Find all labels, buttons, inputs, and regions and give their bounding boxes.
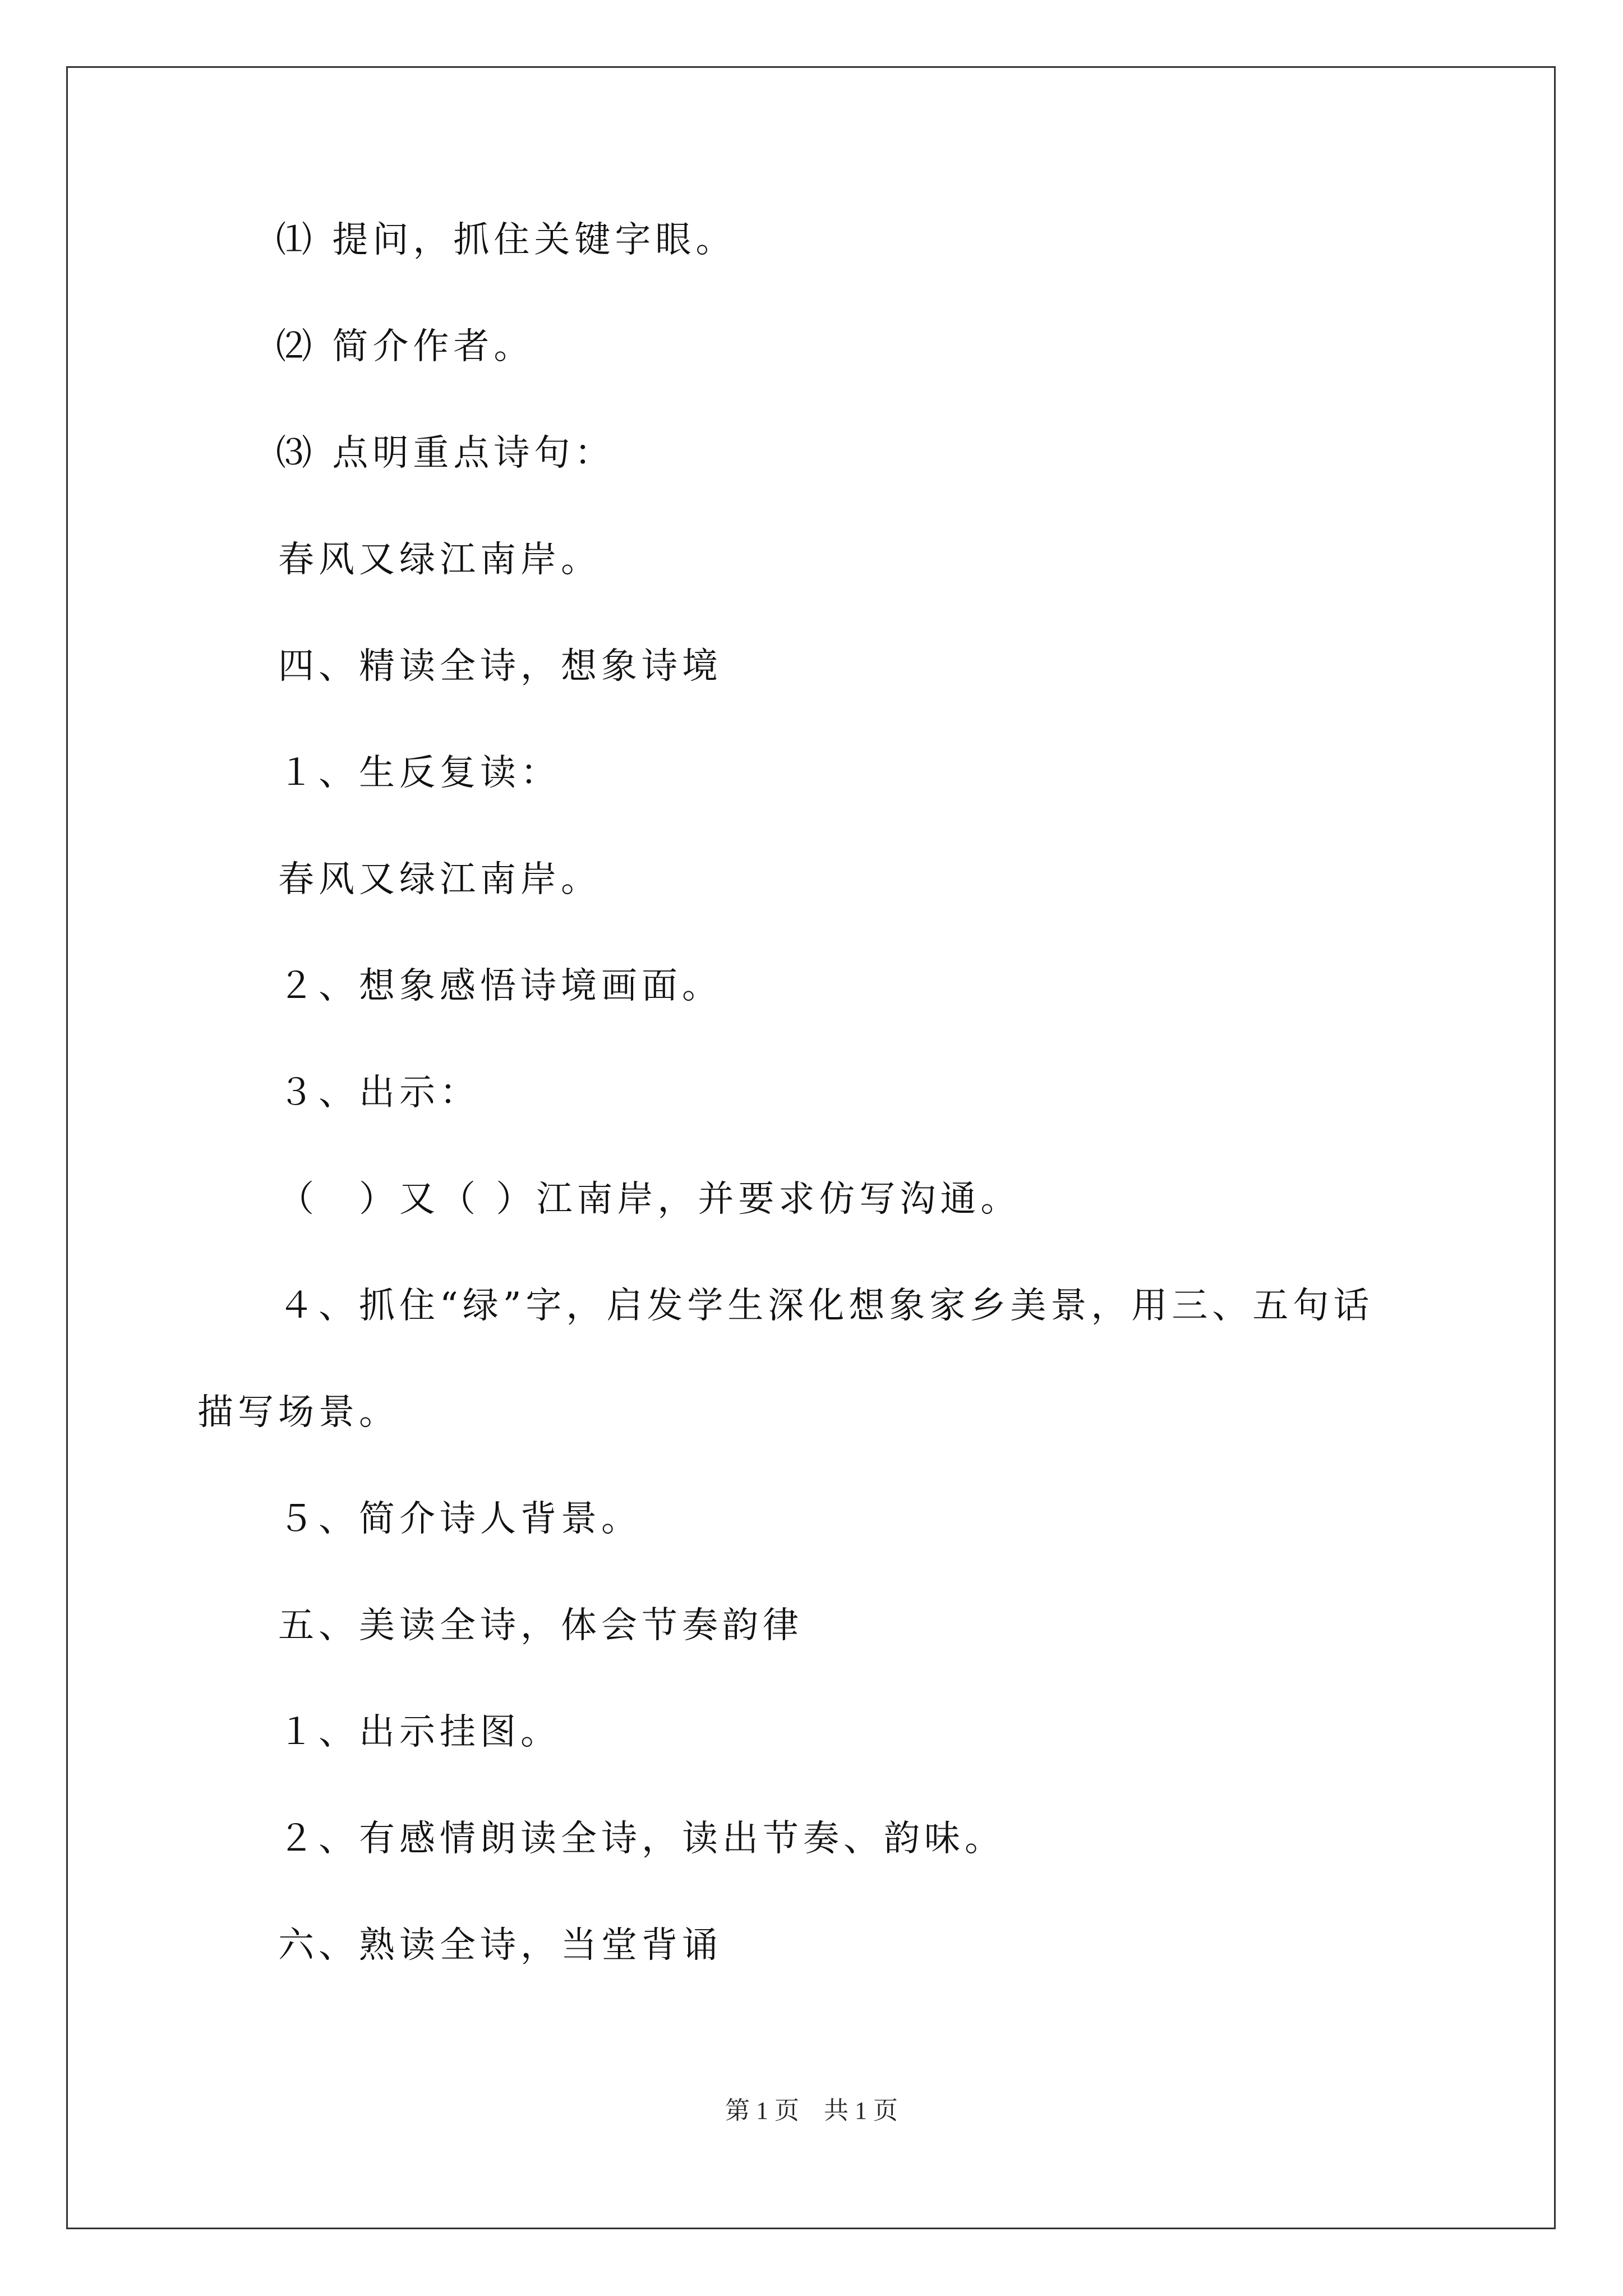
text-line: ⑴ 提问，抓住关键字眼。 bbox=[276, 219, 736, 261]
page-frame bbox=[66, 66, 1556, 2229]
text-line: ３、出示： bbox=[278, 1072, 480, 1114]
text-line: 春风又绿江南岸。 bbox=[278, 539, 601, 581]
text-line: ⑶ 点明重点诗句： bbox=[276, 432, 615, 474]
section-heading: 六、熟读全诗，当堂背诵 bbox=[278, 1925, 722, 1966]
text-line: 描写场景。 bbox=[197, 1392, 399, 1433]
section-heading: 五、美读全诗，体会节奏韵律 bbox=[278, 1605, 803, 1646]
text-line: １、生反复读： bbox=[278, 752, 561, 794]
page-footer bbox=[0, 2095, 1623, 2127]
text-line: ２、有感情朗读全诗，读出节奏、韵味。 bbox=[278, 1818, 1005, 1860]
text-line: ４、抓住“绿”字，启发学生深化想象家乡美景，用三、五句话 bbox=[278, 1285, 1374, 1327]
text-line: ⑵ 简介作者。 bbox=[276, 326, 534, 367]
text-line: １、出示挂图。 bbox=[278, 1711, 561, 1753]
text-line: ５、简介诗人背景。 bbox=[278, 1498, 642, 1540]
text-line: 春风又绿江南岸。 bbox=[278, 859, 601, 900]
page-number-label: 第 1 页 共 1 页 bbox=[725, 2097, 898, 2124]
text-line: ２、想象感悟诗境画面。 bbox=[278, 965, 722, 1007]
section-heading: 四、精读全诗，想象诗境 bbox=[278, 646, 722, 687]
text-line: （ ）又（ ）江南岸，并要求仿写沟通。 bbox=[278, 1179, 1021, 1220]
